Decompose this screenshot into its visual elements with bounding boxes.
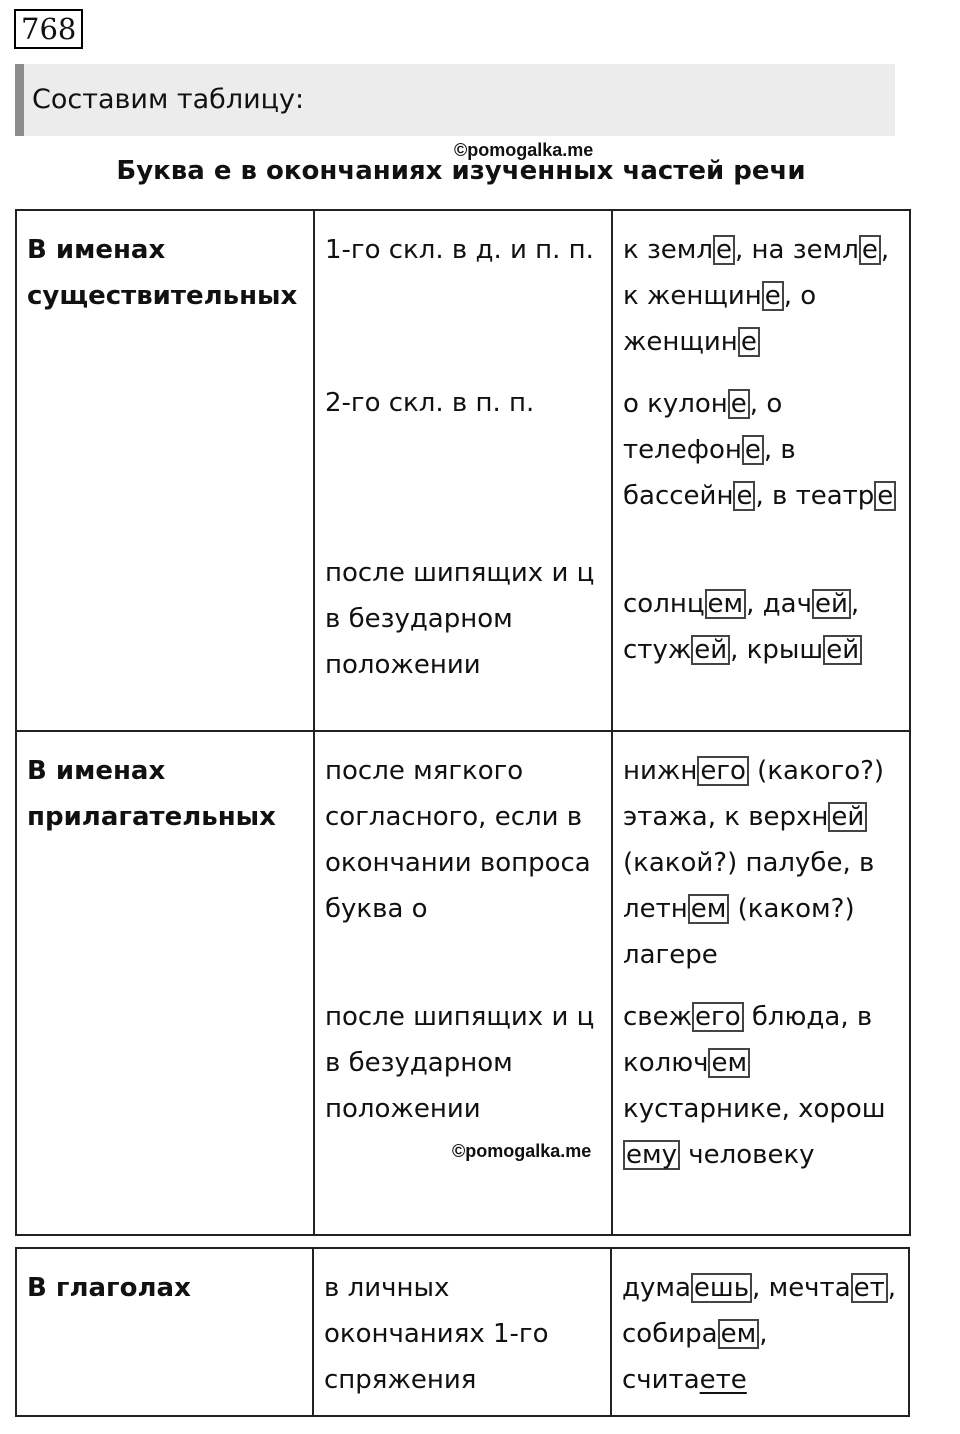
noun-rule-3: после шипящих и ц в безударном положении — [325, 558, 595, 680]
ending-box: ей — [828, 802, 867, 832]
intro-text: Составим таблицу: — [15, 64, 895, 136]
ending-box: е — [728, 389, 750, 419]
nouns-head: В именах существительных — [16, 210, 314, 731]
adjectives-head: В именах прилагательных — [16, 731, 314, 1235]
ending-box: е — [859, 235, 881, 265]
rules-table — [15, 209, 911, 1236]
verbs-row — [16, 1248, 909, 1416]
adj-examples-1: нижн его (какого?) этажа, к верхн ей (какой?) палубе, в летн ем (каком?) лагере — [623, 756, 885, 970]
nouns-examples — [612, 210, 910, 731]
ending-box: е — [874, 481, 896, 511]
noun-examples-3: солнц ем , дач ей , стуж ей , крыш ей — [623, 581, 899, 673]
adj-rule-1: после мягкого согласного, если в окончании вопроса буква о — [325, 756, 591, 924]
watermark-bottom: ©pomogalka.me — [452, 1141, 592, 1161]
ending-underlined: ете — [699, 1365, 747, 1395]
ending-box: ем — [708, 1048, 750, 1078]
ending-box: ем — [688, 894, 730, 924]
nouns-row — [16, 210, 910, 731]
adj-examples-2: свеж его блюда, в колюч ем кустарнике, хорошему человеку — [623, 1002, 886, 1170]
ending-box: е — [742, 435, 764, 465]
ending-box: ему — [623, 1140, 680, 1170]
adjectives-examples — [612, 731, 910, 1235]
ending-box: ем — [705, 589, 747, 619]
ending-box: ет — [851, 1273, 888, 1303]
verbs-examples: дума ешь , мечта ет , собира ем , считаете — [611, 1248, 909, 1416]
adj-rule-2: после шипящих и ц в безударном положении — [325, 1002, 595, 1124]
table-title: Буква е в окончаниях изученных частей речи — [116, 156, 806, 186]
noun-examples-2: о кулон е , о телефон е , в бассейн е , в театр е — [623, 381, 899, 581]
noun-examples-1: к земл е , на земл е , к женщин е , о женщин е — [623, 235, 890, 357]
verbs-head: В глаголах — [16, 1248, 313, 1416]
noun-rule-2: 2-го скл. в п. п. — [325, 388, 535, 418]
verbs-table — [15, 1247, 910, 1417]
ending-box: ей — [691, 635, 730, 665]
ending-box: его — [697, 756, 749, 786]
ending-box: ешь — [691, 1273, 752, 1303]
task-number: 768 — [14, 9, 83, 49]
ending-box: е — [738, 327, 760, 357]
noun-rule-1: 1-го скл. в д. и п. п. — [325, 235, 594, 265]
watermark-top: ©pomogalka.me — [454, 140, 594, 160]
nouns-rules — [314, 210, 612, 731]
ending-box: е — [713, 235, 735, 265]
ending-box: е — [762, 281, 784, 311]
ending-box: ей — [823, 635, 862, 665]
ending-box: его — [692, 1002, 744, 1032]
ending-box: е — [733, 481, 755, 511]
verbs-rule: в личных окончаниях 1-го спряжения — [313, 1248, 611, 1416]
ending-box: ем — [718, 1319, 760, 1349]
ending-box: ей — [812, 589, 851, 619]
